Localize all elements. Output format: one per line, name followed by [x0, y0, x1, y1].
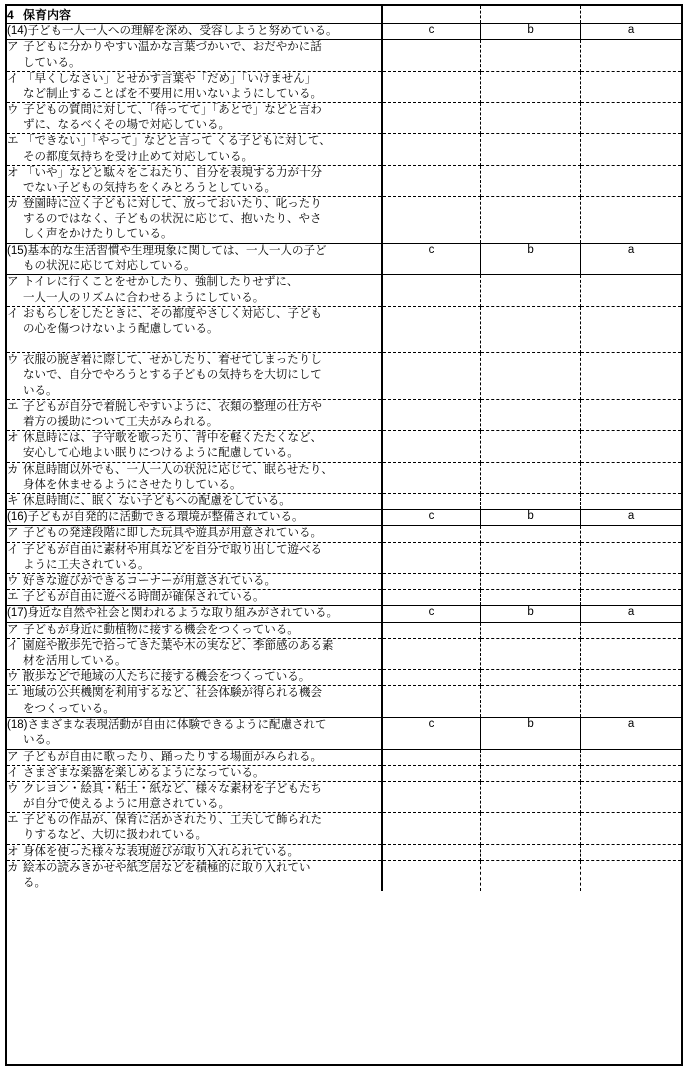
- item-text: [7, 493, 382, 509]
- rating-cell[interactable]: [382, 670, 480, 686]
- rating-cell[interactable]: [581, 71, 681, 102]
- rating-cell[interactable]: [581, 462, 681, 493]
- item-text: [7, 573, 382, 589]
- item-line: その都度気持ちを受け止めて対応している。: [23, 150, 253, 163]
- item-text: [7, 275, 382, 306]
- rating-cell[interactable]: [382, 40, 480, 71]
- item-text: [7, 526, 382, 542]
- rating-cell[interactable]: [581, 622, 681, 638]
- rating-cell[interactable]: [581, 40, 681, 71]
- rating-cell[interactable]: [480, 134, 580, 165]
- item-row: [7, 71, 681, 102]
- item-text: [7, 197, 382, 244]
- rating-cell[interactable]: [382, 749, 480, 765]
- checklist-table: [7, 6, 681, 891]
- question-text: [7, 606, 382, 622]
- item-label: オ: [7, 432, 19, 445]
- rating-cell[interactable]: [382, 306, 480, 353]
- rating-cell[interactable]: [382, 71, 480, 102]
- item-line: など制止することばを不要用に用いないようにしている。: [23, 87, 322, 100]
- item-line-text: 子どもが身近に動植物に接する機会をつくっている。: [23, 623, 299, 636]
- item-text: [7, 134, 382, 165]
- item-row: [7, 590, 681, 606]
- rating-header-a[interactable]: a: [581, 24, 681, 40]
- rating-cell[interactable]: [581, 844, 681, 860]
- item-line-text: クレヨン・絵具・粘土・紙など、様々な素材を子どもたち: [23, 782, 322, 795]
- item-line: しく声をかけたりしている。: [23, 228, 173, 241]
- rating-cell[interactable]: [581, 590, 681, 606]
- rating-cell[interactable]: [382, 860, 480, 891]
- rating-cell[interactable]: [382, 197, 480, 244]
- item-line-text: 散歩などで地域の人たちに接する機会をつくっている。: [23, 671, 311, 684]
- question-line-text: さまざまな表現活動が自由に体験できるように配慮されて: [27, 718, 327, 731]
- item-line-text: 絵本の読みきかせや紙芝居などを積極的に取り入れてい: [23, 861, 311, 874]
- item-row: [7, 670, 681, 686]
- rating-cell[interactable]: [382, 134, 480, 165]
- item-text: [7, 622, 382, 638]
- question-line-text: 身近な自然や社会と関われるような取り組みがされている。: [27, 607, 338, 620]
- rating-cell[interactable]: [382, 542, 480, 573]
- item-line: 身体を休ませるようにさせたりしている。: [23, 478, 242, 491]
- rating-cell[interactable]: [480, 40, 580, 71]
- rating-cell[interactable]: [382, 353, 480, 400]
- item-line-first: [7, 590, 381, 605]
- item-line-text: 「早くしなさい」とせかす言葉や「だめ」「いけません」: [23, 72, 317, 85]
- item-label: ア: [7, 41, 19, 54]
- rating-cell[interactable]: [480, 622, 580, 638]
- item-line-text: 子どもが自由に遊べる時間が確保されている。: [23, 591, 265, 604]
- question-row: [7, 243, 681, 275]
- item-line: ずに、なるべくその場で対応している。: [23, 119, 230, 132]
- rating-cell[interactable]: [382, 686, 480, 717]
- rating-cell[interactable]: [382, 275, 480, 306]
- rating-cell[interactable]: [581, 813, 681, 844]
- item-row: [7, 573, 681, 589]
- item-row: [7, 781, 681, 812]
- item-line-text: 休息時間以外でも、一人一人の状況に応じて、眠らせたり、: [23, 463, 333, 476]
- rating-cell[interactable]: [581, 134, 681, 165]
- item-label: イ: [7, 766, 19, 779]
- rating-cell[interactable]: [480, 526, 580, 542]
- item-row: [7, 462, 681, 493]
- rating-cell[interactable]: [382, 622, 480, 638]
- item-row: [7, 813, 681, 844]
- item-text: [7, 638, 382, 669]
- item-line: 着方の援助について工夫がみられる。: [23, 416, 219, 428]
- item-line-text: 衣服の脱ぎ着に際して、せかしたり、着せてしまったりし: [23, 354, 322, 367]
- item-label: キ: [7, 494, 19, 507]
- item-line-first: [7, 275, 381, 290]
- rating-header-c[interactable]: c: [382, 606, 480, 622]
- question-text: [7, 510, 382, 526]
- rating-cell[interactable]: [480, 749, 580, 765]
- rating-cell[interactable]: [382, 526, 480, 542]
- rating-header-b[interactable]: b: [480, 606, 580, 622]
- item-row: [7, 306, 681, 353]
- item-row: [7, 860, 681, 891]
- rating-cell[interactable]: [382, 165, 480, 196]
- item-line-first: [7, 639, 381, 654]
- item-line-text: 休息時間に、眠く ない子どもへの配慮をしている。: [23, 494, 291, 507]
- item-text: [7, 813, 382, 844]
- rating-header-b[interactable]: b: [480, 243, 580, 275]
- item-label: エ: [7, 591, 19, 604]
- question-text: [7, 717, 382, 749]
- rating-cell[interactable]: [382, 493, 480, 509]
- item-line-text: 登園時に泣く子どもに対して、放っておいたり、叱ったり: [23, 198, 322, 211]
- question-line-text: 子ども一人一人への理解を深め、受容しようと努めている。: [27, 25, 338, 37]
- question-number: (14): [7, 25, 28, 37]
- item-line: ように工夫されている。: [23, 558, 150, 571]
- item-line-text: 子どもの質問に対して、「待ってて」「あとで」などと言わ: [23, 104, 322, 117]
- item-text: [7, 71, 382, 102]
- item-label: カ: [7, 198, 19, 211]
- item-line-text: トイレに行くことをせかしたり、強制したりせずに、: [23, 276, 299, 289]
- item-text: [7, 781, 382, 812]
- question-number: (15): [7, 244, 28, 257]
- rating-cell[interactable]: [581, 399, 681, 430]
- checklist-body: [7, 6, 681, 891]
- rating-cell[interactable]: [581, 431, 681, 462]
- item-line-first: [7, 686, 381, 701]
- rating-header-b[interactable]: b: [480, 510, 580, 526]
- item-line-first: [7, 431, 381, 446]
- rating-header-c[interactable]: c: [382, 243, 480, 275]
- rating-cell[interactable]: [480, 462, 580, 493]
- item-text: [7, 542, 382, 573]
- item-text: [7, 165, 382, 196]
- item-line-first: [7, 813, 381, 828]
- rating-cell[interactable]: [480, 353, 580, 400]
- rating-cell[interactable]: [581, 638, 681, 669]
- item-line-first: [7, 353, 381, 368]
- item-row: [7, 103, 681, 134]
- item-line-text: 「できない」「やって」などと言って くる子どもに対して、: [23, 135, 331, 148]
- item-text: [7, 399, 382, 430]
- rating-cell[interactable]: [382, 399, 480, 430]
- rating-cell[interactable]: [581, 749, 681, 765]
- rating-cell[interactable]: [480, 686, 580, 717]
- item-row: [7, 353, 681, 400]
- item-row: [7, 431, 681, 462]
- item-text: [7, 590, 382, 606]
- item-row: [7, 197, 681, 244]
- item-text: [7, 462, 382, 493]
- item-line-text: 子どもが自由に素材や用具などを自分で取り出して遊べる: [23, 543, 322, 556]
- rating-header-b[interactable]: b: [480, 24, 580, 40]
- question-line: いる。: [23, 734, 58, 747]
- rating-cell[interactable]: [480, 197, 580, 244]
- item-row: [7, 686, 681, 717]
- item-row: [7, 765, 681, 781]
- rating-header-b[interactable]: b: [480, 717, 580, 749]
- rating-cell[interactable]: [480, 670, 580, 686]
- rating-cell[interactable]: [581, 493, 681, 509]
- section-header: [7, 6, 382, 24]
- item-label: エ: [7, 135, 19, 148]
- item-text: [7, 670, 382, 686]
- rating-cell[interactable]: [382, 431, 480, 462]
- rating-cell[interactable]: [581, 781, 681, 812]
- rating-cell[interactable]: [581, 353, 681, 400]
- item-line-text: さまざまな楽器を楽しめるようになっている。: [23, 766, 265, 779]
- rating-cell[interactable]: [480, 573, 580, 589]
- item-row: [7, 542, 681, 573]
- item-line-first: [7, 494, 381, 509]
- item-line-first: [7, 72, 381, 87]
- item-line: の心を傷つけないよう配慮している。: [23, 322, 219, 335]
- item-row: [7, 493, 681, 509]
- rating-cell[interactable]: [382, 765, 480, 781]
- item-row: [7, 844, 681, 860]
- section-header-blank: [581, 6, 681, 24]
- question-row: [7, 717, 681, 749]
- item-text: [7, 844, 382, 860]
- item-row: [7, 638, 681, 669]
- item-text: [7, 686, 382, 717]
- rating-cell[interactable]: [382, 462, 480, 493]
- item-line-first: [7, 307, 381, 322]
- rating-cell[interactable]: [480, 765, 580, 781]
- rating-cell[interactable]: [480, 590, 580, 606]
- item-text: [7, 749, 382, 765]
- item-line-first: [7, 166, 381, 181]
- item-label: エ: [7, 687, 19, 700]
- rating-header-a[interactable]: a: [581, 717, 681, 749]
- question-text: [7, 243, 382, 275]
- item-line-first: [7, 782, 381, 797]
- item-row: [7, 526, 681, 542]
- question-line-first: [7, 510, 381, 525]
- rating-cell[interactable]: [581, 306, 681, 353]
- item-label: カ: [7, 861, 19, 874]
- rating-cell[interactable]: [480, 493, 580, 509]
- item-label: ウ: [7, 104, 19, 117]
- item-text: [7, 353, 382, 400]
- item-label: イ: [7, 307, 19, 320]
- rating-cell[interactable]: [581, 165, 681, 196]
- item-label: ウ: [7, 354, 19, 367]
- rating-cell[interactable]: [382, 813, 480, 844]
- item-line-first: [7, 40, 381, 55]
- rating-cell[interactable]: [581, 526, 681, 542]
- section-number: 4: [7, 8, 14, 22]
- rating-cell[interactable]: [480, 781, 580, 812]
- rating-header-c[interactable]: c: [382, 717, 480, 749]
- rating-cell[interactable]: [581, 542, 681, 573]
- item-line-first: [7, 861, 381, 876]
- item-text: [7, 431, 382, 462]
- rating-cell[interactable]: [480, 844, 580, 860]
- item-label: イ: [7, 543, 19, 556]
- item-line-first: [7, 845, 381, 860]
- item-line: をつくっている。: [23, 702, 115, 715]
- rating-header-a[interactable]: a: [581, 243, 681, 275]
- item-line-text: 身体を使った様々な表現遊びが取り入れられている。: [23, 845, 299, 858]
- rating-cell[interactable]: [581, 686, 681, 717]
- rating-cell[interactable]: [480, 399, 580, 430]
- rating-cell[interactable]: [480, 638, 580, 669]
- item-line: りするなど、大切に扱われている。: [23, 829, 207, 842]
- question-line-first: [7, 244, 381, 259]
- item-label: ア: [7, 623, 19, 636]
- item-line-first: [7, 526, 381, 541]
- question-line-text: 子どもが自発的に活動できる環境が整備されている。: [27, 511, 304, 524]
- item-line-first: [7, 766, 381, 781]
- item-line-first: [7, 197, 381, 212]
- item-line-first: [7, 574, 381, 589]
- item-line: ないで、自分でやろうとする子どもの気持ちを大切にして: [23, 369, 322, 382]
- item-line-first: [7, 463, 381, 478]
- rating-cell[interactable]: [480, 431, 580, 462]
- question-row: [7, 606, 681, 622]
- item-line-first: [7, 750, 381, 765]
- rating-cell[interactable]: [382, 638, 480, 669]
- item-row: [7, 275, 681, 306]
- question-number: (18): [7, 718, 28, 731]
- item-row: [7, 134, 681, 165]
- item-line: でない子どもの気持ちをくみとろうとしている。: [23, 181, 276, 194]
- item-line-first: [7, 543, 381, 558]
- rating-cell[interactable]: [480, 813, 580, 844]
- item-line-text: 子どもの発達段階に即した玩具や遊具が用意されている。: [23, 527, 322, 540]
- item-line-first: [7, 623, 381, 638]
- item-line-text: 休息時には、子守歌を歌ったり、背中を軽くたたくなど、: [23, 432, 322, 445]
- item-label: オ: [7, 166, 19, 179]
- question-line-first: [7, 606, 381, 621]
- item-line: いる。: [23, 384, 58, 397]
- item-line: る。: [23, 876, 46, 889]
- item-row: [7, 749, 681, 765]
- item-line-text: 子どもが自分で着脱しやすいように、衣類の整理の仕方や: [23, 400, 322, 413]
- item-label: オ: [7, 845, 19, 858]
- item-label: イ: [7, 639, 19, 652]
- item-label: ア: [7, 750, 19, 763]
- rating-cell[interactable]: [581, 103, 681, 134]
- item-text: [7, 103, 382, 134]
- item-label: ウ: [7, 574, 19, 587]
- item-text: [7, 860, 382, 891]
- item-label: ア: [7, 276, 19, 289]
- rating-cell[interactable]: [382, 844, 480, 860]
- question-line: もの状況に応じて対応している。: [23, 260, 196, 273]
- item-line-text: 園庭や散歩先で拾ってきた葉や木の実など、季節感のある素: [23, 639, 334, 652]
- item-label: エ: [7, 400, 19, 413]
- item-label: カ: [7, 463, 19, 476]
- rating-header-c[interactable]: c: [382, 24, 480, 40]
- rating-header-a[interactable]: a: [581, 606, 681, 622]
- rating-cell[interactable]: [581, 670, 681, 686]
- item-line: 安心して心地よい眠りにつけるように配慮している。: [23, 447, 299, 460]
- item-line-text: 好きな遊びができるコーナーが用意されている。: [23, 574, 276, 587]
- item-line: [7, 337, 381, 352]
- item-line: 材を活用している。: [23, 655, 127, 668]
- item-line-text: 「いや」などと駄々をこねたり、自分を表現する力が十分: [23, 166, 322, 179]
- rating-cell[interactable]: [581, 860, 681, 891]
- rating-cell[interactable]: [382, 103, 480, 134]
- item-row: [7, 399, 681, 430]
- item-text: [7, 306, 382, 353]
- question-text: [7, 24, 382, 40]
- item-label: イ: [7, 72, 19, 85]
- rating-cell[interactable]: [480, 860, 580, 891]
- question-number: (17): [7, 607, 28, 620]
- rating-cell[interactable]: [480, 71, 580, 102]
- rating-cell[interactable]: [382, 781, 480, 812]
- item-label: ウ: [7, 782, 19, 795]
- item-label: ウ: [7, 671, 19, 684]
- rating-cell[interactable]: [382, 590, 480, 606]
- item-line-text: 地域の公共機関を利用するなど、社会体験が得られる機会: [23, 687, 322, 700]
- rating-cell[interactable]: [480, 275, 580, 306]
- item-line-first: [7, 103, 381, 118]
- item-label: ア: [7, 527, 19, 540]
- item-line-text: 子どもの作品が、保育に活かされたり、工夫して飾られた: [23, 814, 322, 827]
- item-label: エ: [7, 814, 19, 827]
- rating-cell[interactable]: [382, 573, 480, 589]
- rating-cell[interactable]: [581, 197, 681, 244]
- item-line-first: [7, 134, 381, 149]
- item-row: [7, 165, 681, 196]
- question-row: [7, 24, 681, 40]
- question-row: [7, 510, 681, 526]
- item-line: が自分で使えるように用意されている。: [23, 798, 230, 811]
- section-header-blank: [480, 6, 580, 24]
- item-line-first: [7, 400, 381, 415]
- item-row: [7, 622, 681, 638]
- item-line-text: 子どもが自由に歌ったり、踊ったりする場面がみられる。: [23, 750, 322, 763]
- section-title: 保育内容: [23, 8, 72, 22]
- question-line-first: [7, 718, 381, 733]
- rating-cell[interactable]: [480, 306, 580, 353]
- rating-cell[interactable]: [581, 275, 681, 306]
- item-line-text: 子どもに分かりやすい温かな言葉づかいで、おだやかに話: [23, 41, 322, 54]
- rating-cell[interactable]: [480, 103, 580, 134]
- rating-cell[interactable]: [480, 165, 580, 196]
- rating-cell[interactable]: [581, 765, 681, 781]
- rating-cell[interactable]: [480, 542, 580, 573]
- item-line-first: [7, 670, 381, 685]
- question-line-text: 基本的な生活習慣や生理現象に関しては、一人一人の子ど: [27, 244, 327, 257]
- item-row: [7, 40, 681, 71]
- item-text: [7, 40, 382, 71]
- item-line: している。: [23, 56, 81, 69]
- question-number: (16): [7, 511, 28, 524]
- section-header-blank: [382, 6, 480, 24]
- rating-header-a[interactable]: a: [581, 510, 681, 526]
- question-line-first: [7, 24, 381, 39]
- rating-cell[interactable]: [581, 573, 681, 589]
- item-line: するのではなく、子どもの状況に応じて、抱いたり、やさ: [23, 213, 322, 226]
- item-line-text: おもらしをしたときに、その都度やさしく対応し、子ども: [23, 307, 322, 320]
- item-text: [7, 765, 382, 781]
- rating-header-c[interactable]: c: [382, 510, 480, 526]
- item-line: 一人一人のリズムに合わせるようにしている。: [23, 291, 265, 304]
